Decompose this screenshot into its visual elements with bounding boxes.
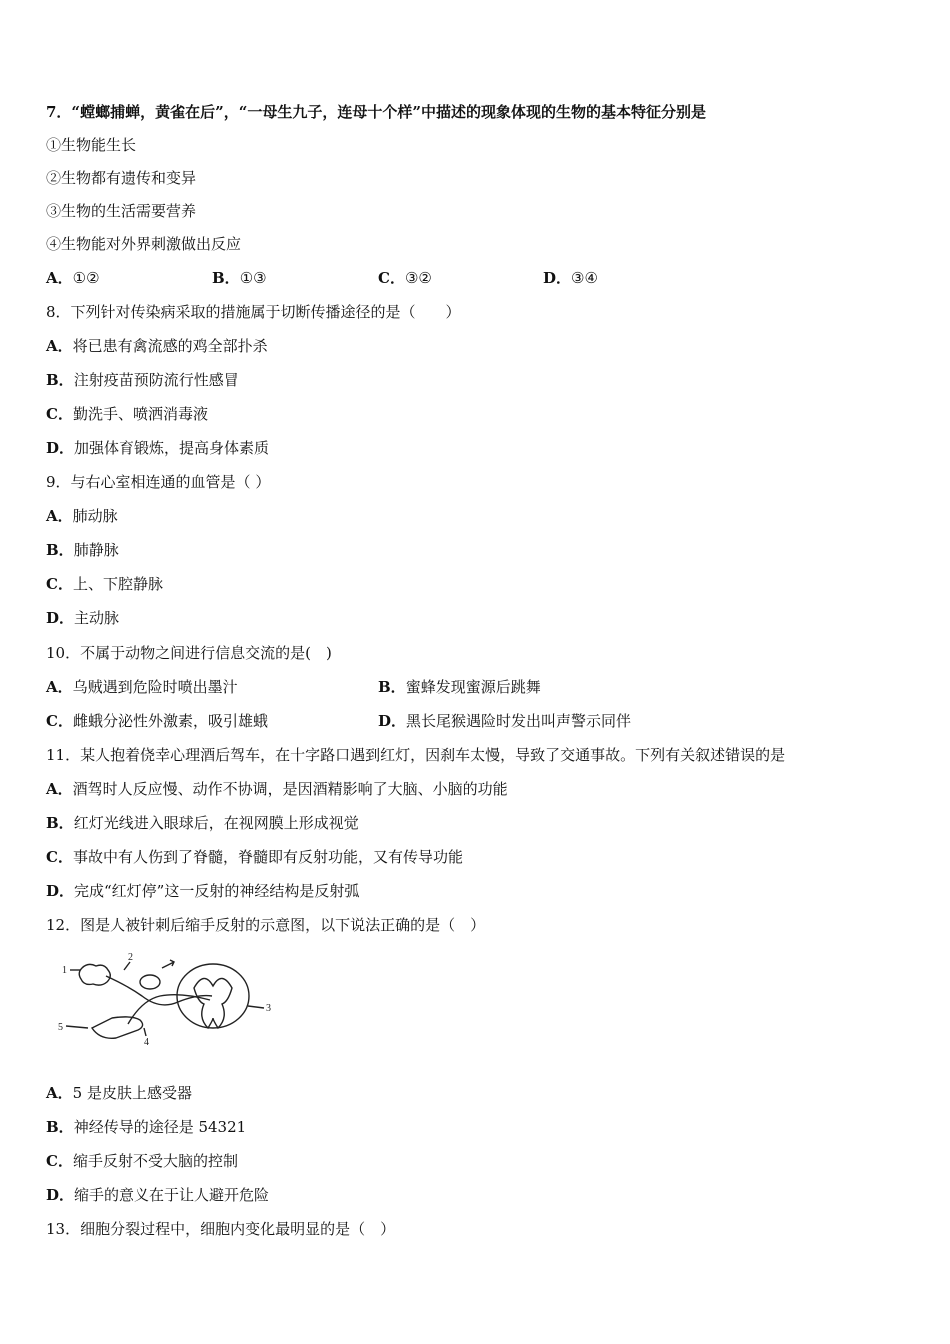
question-10-option-c: C．雌蛾分泌性外激素，吸引雄蛾: [46, 712, 268, 730]
question-7-stem: 7．“螳螂捕蝉，黄雀在后”，“一母生九子，连母十个样”中描述的现象体现的生物的基本特征分别是: [46, 103, 706, 121]
label-line-3: [248, 1006, 264, 1008]
question-12-stem: 12．图是人被针刺后缩手反射的示意图，以下说法正确的是（ ）: [46, 916, 486, 934]
question-11-option-b: B．红灯光线进入眼球后，在视网膜上形成视觉: [46, 814, 359, 832]
question-7-option-b: B．①③: [212, 269, 267, 287]
figure-label-5: 5: [58, 1022, 63, 1033]
question-8-stem: 8．下列针对传染病采取的措施属于切断传播途径的是（ ）: [46, 303, 461, 321]
question-13-stem: 13．细胞分裂过程中，细胞内变化最明显的是（ ）: [46, 1220, 396, 1238]
question-9-option-a: A．肺动脉: [46, 507, 118, 525]
label-line-4: [144, 1028, 146, 1036]
question-11-option-a: A．酒驾时人反应慢、动作不协调，是因酒精影响了大脑、小脑的功能: [46, 780, 508, 798]
reflex-arc-diagram: [58, 948, 278, 1048]
question-11-option-d: D．完成“红灯停”这一反射的神经结构是反射弧: [46, 882, 360, 900]
figure-label-3: 3: [266, 1003, 271, 1014]
ganglion-shape: [140, 975, 160, 989]
receptor-skin-shape: [79, 964, 110, 985]
question-7-item-4: ④生物能对外界刺激做出反应: [46, 235, 242, 253]
question-12-option-d: D．缩手的意义在于让人避开危险: [46, 1186, 270, 1204]
question-8-option-a: A．将已患有禽流感的鸡全部扑杀: [46, 337, 268, 355]
label-line-2: [124, 962, 130, 970]
question-8-option-c: C．勤洗手、喷洒消毒液: [46, 405, 208, 423]
question-9-stem: 9．与右心室相连通的血管是（ ）: [46, 473, 271, 491]
question-10-stem: 10．不属于动物之间进行信息交流的是( ): [46, 644, 332, 662]
question-12-option-c: C．缩手反射不受大脑的控制: [46, 1152, 238, 1170]
question-8-option-b: B．注射疫苗预防流行性感冒: [46, 371, 239, 389]
question-10-option-b: B．蜜蜂发现蜜源后跳舞: [378, 678, 541, 696]
question-11-stem: 11．某人抱着侥幸心理酒后驾车，在十字路口遇到红灯，因刹车太慢，导致了交通事故。下列有关叙述错误的是: [46, 746, 786, 764]
question-12-option-b: B．神经传导的途径是 54321: [46, 1118, 247, 1136]
question-7-option-c: C．③②: [378, 269, 432, 287]
question-7-option-d: D．③④: [543, 269, 598, 287]
gray-matter-shape: [194, 978, 232, 1028]
effector-muscle-shape: [92, 1017, 143, 1038]
question-9-option-d: D．主动脉: [46, 609, 120, 627]
question-7-item-1: ①生物能生长: [46, 136, 137, 154]
question-8-option-d: D．加强体育锻炼，提高身体素质: [46, 439, 270, 457]
question-10-option-d: D．黑长尾猴遇险时发出叫声警示同伴: [378, 712, 632, 730]
question-11-option-c: C．事故中有人伤到了脊髓，脊髓即有反射功能，又有传导功能: [46, 848, 463, 866]
figure-label-2: 2: [128, 952, 133, 963]
label-line-5: [66, 1026, 88, 1028]
question-12-option-a: A．5 是皮肤上感受器: [46, 1084, 192, 1102]
figure-label-1: 1: [62, 965, 67, 976]
question-9-option-c: C．上、下腔静脉: [46, 575, 163, 593]
question-7-option-a: A．①②: [46, 269, 100, 287]
question-10-option-a: A．乌贼遇到危险时喷出墨汁: [46, 678, 238, 696]
figure-label-4: 4: [144, 1037, 149, 1048]
question-7-item-2: ②生物都有遗传和变异: [46, 169, 197, 187]
question-9-option-b: B．肺静脉: [46, 541, 119, 559]
question-7-item-3: ③生物的生活需要营养: [46, 202, 197, 220]
arrow-icon: [162, 960, 174, 968]
